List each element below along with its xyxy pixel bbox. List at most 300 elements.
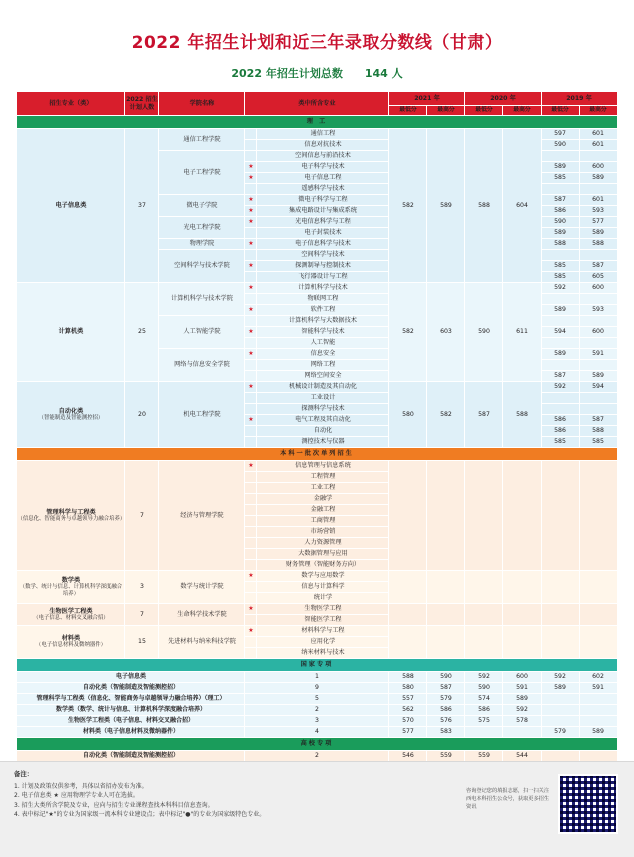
score-2019-min — [541, 716, 579, 727]
score-2021-max: 589 — [427, 129, 465, 283]
major-star — [245, 415, 257, 426]
th-plan-count: 2022 招生计划人数 — [125, 92, 159, 116]
score-2021-max — [427, 604, 465, 626]
star-icon: ★ — [248, 462, 254, 470]
score-2020-min — [465, 571, 503, 604]
major-name: 空间科学与技术 — [257, 250, 389, 261]
score-2020-max — [503, 626, 541, 659]
major-name: 计算机科学与技术 — [257, 283, 389, 294]
score-2021-max: 559 — [427, 751, 465, 762]
table-row — [17, 705, 617, 716]
score-2019-min: 589 — [541, 305, 579, 316]
major-star — [245, 483, 257, 494]
score-2019-min — [541, 604, 579, 626]
major-name: 软件工程 — [257, 305, 389, 316]
score-2020-max — [503, 604, 541, 626]
major-name: 空间信息与前沿技术 — [257, 151, 389, 162]
footer-note-line: 2. 电子信息类 ★ 应用物理学专业人可在选拔。 — [14, 792, 139, 800]
score-2021-max — [427, 571, 465, 604]
major-star — [245, 571, 257, 582]
score-2020-max: 600 — [503, 672, 541, 683]
major-star — [245, 360, 257, 371]
score-2021-max: 579 — [427, 694, 465, 705]
score-2021-min: 562 — [389, 705, 427, 716]
score-2020-max: 592 — [503, 705, 541, 716]
score-2021-max: 583 — [427, 727, 465, 738]
major-star — [245, 393, 257, 404]
star-icon: ★ — [248, 163, 254, 171]
major-name: 市场营销 — [257, 527, 389, 538]
score-2019-max — [579, 751, 617, 762]
major-name: 物联网工程 — [257, 294, 389, 305]
major-star — [245, 239, 257, 250]
major-name: 电子信息工程 — [257, 173, 389, 184]
score-2019-min: 586 — [541, 426, 579, 437]
score-2021-max: 590 — [427, 672, 465, 683]
score-2019-min: 589 — [541, 228, 579, 239]
college-name: 通信工程学院 — [159, 129, 245, 151]
major-star — [245, 494, 257, 505]
major-star — [245, 560, 257, 571]
score-2021-min: 546 — [389, 751, 427, 762]
star-icon: ★ — [248, 605, 254, 613]
major-star — [245, 637, 257, 648]
score-2020-min: 590 — [465, 683, 503, 694]
table-row — [17, 683, 617, 694]
score-2019-min: 592 — [541, 283, 579, 294]
table-header-row — [17, 92, 617, 106]
table-row — [17, 283, 617, 294]
score-2020-min: 588 — [465, 129, 503, 283]
major-star — [245, 593, 257, 604]
major-star — [245, 437, 257, 448]
major-name: 信息对抗技术 — [257, 140, 389, 151]
score-2019-min: 588 — [541, 239, 579, 250]
th-majors: 类中所含专业 — [245, 92, 389, 116]
plan-table — [16, 91, 617, 784]
score-2020-min: 574 — [465, 694, 503, 705]
score-2019-max: 594 — [579, 382, 617, 393]
qr-caption: 咨询登记您的填报志愿，扫一扫关注西电本科招生公众号，获取更多招生资讯 — [466, 788, 550, 810]
group-plan: 7 — [125, 604, 159, 626]
score-2019-min: 586 — [541, 415, 579, 426]
special-group-name: 数学类（数学、统计与信息、计算机科学深度融合培养） — [17, 705, 245, 716]
score-2020-min — [465, 461, 503, 571]
score-2019-min: 589 — [541, 162, 579, 173]
qr-code[interactable] — [558, 774, 618, 834]
score-2019-min: 587 — [541, 195, 579, 206]
major-name: 信息与计算科学 — [257, 582, 389, 593]
score-2021-min: 582 — [389, 129, 427, 283]
group-name: 管理科学与工程类 （信息化、智能商务与卓越领导力融合培养） — [17, 461, 125, 571]
score-2019-max: 585 — [579, 437, 617, 448]
score-2020-max: 611 — [503, 283, 541, 382]
score-2020-max — [503, 571, 541, 604]
score-2020-min: 586 — [465, 705, 503, 716]
score-2021-max: 576 — [427, 716, 465, 727]
major-star — [245, 549, 257, 560]
star-icon: ★ — [248, 284, 254, 292]
score-2019-max: 593 — [579, 305, 617, 316]
star-icon: ★ — [248, 627, 254, 635]
table-row — [17, 716, 617, 727]
major-name: 探测科学与技术 — [257, 404, 389, 415]
table-row — [17, 604, 617, 615]
score-2019-max: 588 — [579, 426, 617, 437]
major-name: 工业设计 — [257, 393, 389, 404]
score-2019-max — [579, 404, 617, 415]
th-year-2020: 2020 年 — [465, 92, 541, 106]
major-star — [245, 228, 257, 239]
footer-note-line: 3. 招生大类所含学院及专业，应向与招生专业课程查找本科科目信息查询。 — [14, 801, 214, 809]
major-name: 信息管理与信息系统 — [257, 461, 389, 472]
score-2019-min: 592 — [541, 382, 579, 393]
college-name: 人工智能学院 — [159, 316, 245, 349]
star-icon: ★ — [248, 328, 254, 336]
college-name: 先进材料与纳米科技学院 — [159, 626, 245, 659]
section-title-national: 国家专项 — [17, 659, 617, 672]
table-body-groups — [17, 129, 617, 448]
major-name: 飞行器设计与工程 — [257, 272, 389, 283]
score-2019-max — [579, 571, 617, 604]
score-2019-max: 593 — [579, 206, 617, 217]
group-plan: 15 — [125, 626, 159, 659]
major-star — [245, 582, 257, 593]
th-2020-min: 最低分 — [465, 106, 503, 116]
major-star — [245, 604, 257, 615]
major-name: 微电子科学与工程 — [257, 195, 389, 206]
group-plan: 3 — [125, 571, 159, 604]
th-2020-max: 最高分 — [503, 106, 541, 116]
table-row — [17, 461, 617, 472]
major-name: 机械设计制造及其自动化 — [257, 382, 389, 393]
th-2019-min: 最低分 — [541, 106, 579, 116]
major-star — [245, 162, 257, 173]
major-name: 大数据管理与应用 — [257, 549, 389, 560]
table-row — [17, 672, 617, 683]
college-name: 微电子学院 — [159, 195, 245, 217]
score-2019-min: 592 — [541, 672, 579, 683]
score-2019-max — [579, 716, 617, 727]
star-icon: ★ — [248, 174, 254, 182]
score-2019-min: 594 — [541, 327, 579, 338]
section-title-university: 高校专项 — [17, 738, 617, 751]
major-star — [245, 206, 257, 217]
subtitle-text: 2022 年招生计划总数 — [231, 67, 343, 80]
score-2021-min: 588 — [389, 672, 427, 683]
score-2019-max: 589 — [579, 727, 617, 738]
college-name: 空间科学与技术学院 — [159, 250, 245, 283]
section-title-batch1: 本科一批次单列招生 — [17, 448, 617, 461]
major-star — [245, 305, 257, 316]
score-2021-min: 582 — [389, 283, 427, 382]
th-2019-max: 最高分 — [579, 106, 617, 116]
major-name: 金融工程 — [257, 505, 389, 516]
score-2019-max — [579, 694, 617, 705]
major-name: 智能科学与技术 — [257, 327, 389, 338]
major-star — [245, 272, 257, 283]
score-2020-max: 578 — [503, 716, 541, 727]
score-2019-max: 589 — [579, 173, 617, 184]
score-2021-max: 603 — [427, 283, 465, 382]
score-2019-max: 605 — [579, 272, 617, 283]
score-2021-max: 582 — [427, 382, 465, 448]
score-2020-min: 587 — [465, 382, 503, 448]
group-plan: 37 — [125, 129, 159, 283]
group-plan: 7 — [125, 461, 159, 571]
major-name: 探测制导与控制技术 — [257, 261, 389, 272]
major-star — [245, 283, 257, 294]
special-plan: 9 — [245, 683, 389, 694]
major-name: 统计学 — [257, 593, 389, 604]
score-2021-min: 580 — [389, 683, 427, 694]
college-name: 物理学院 — [159, 239, 245, 250]
score-2019-max — [579, 184, 617, 195]
score-2019-min: 585 — [541, 437, 579, 448]
score-2020-min: 590 — [465, 283, 503, 382]
section-title-ligong: 理 工 — [17, 116, 617, 129]
major-star — [245, 472, 257, 483]
major-name: 工程管理 — [257, 472, 389, 483]
star-icon: ★ — [248, 306, 254, 314]
score-2019-max — [579, 316, 617, 327]
score-2019-min — [541, 694, 579, 705]
group-name: 数学类 （数学、统计与信息、计算机科学深度融合培养） — [17, 571, 125, 604]
star-icon: ★ — [248, 218, 254, 226]
star-icon: ★ — [248, 196, 254, 204]
major-name: 网络空间安全 — [257, 371, 389, 382]
major-name: 人力资源管理 — [257, 538, 389, 549]
major-star — [245, 516, 257, 527]
score-2019-max: 601 — [579, 195, 617, 206]
score-2019-max: 602 — [579, 672, 617, 683]
table-body-groups2 — [17, 461, 617, 659]
special-plan: 2 — [245, 705, 389, 716]
score-2020-max: 591 — [503, 683, 541, 694]
score-2019-min: 590 — [541, 140, 579, 151]
college-name: 经济与管理学院 — [159, 461, 245, 571]
score-2020-min — [465, 727, 503, 738]
section-row-national — [17, 659, 617, 672]
score-2019-min: 589 — [541, 683, 579, 694]
score-2020-min: 559 — [465, 751, 503, 762]
page-subtitle — [0, 53, 634, 91]
score-2019-max — [579, 604, 617, 626]
score-2020-max — [503, 727, 541, 738]
special-group-name: 自动化类（智能制造及智能测控招） — [17, 751, 245, 762]
major-name: 计算机科学与大数据技术 — [257, 316, 389, 327]
major-star — [245, 615, 257, 626]
group-name: 电子信息类 — [17, 129, 125, 283]
page-title: 2022 年招生计划和近三年录取分数线（甘肃） — [131, 33, 503, 53]
college-name: 网络与信息安全学院 — [159, 349, 245, 382]
score-2021-max: 587 — [427, 683, 465, 694]
major-name: 材料科学与工程 — [257, 626, 389, 637]
th-year-2019: 2019 年 — [541, 92, 617, 106]
score-2019-min: 586 — [541, 206, 579, 217]
star-icon: ★ — [248, 207, 254, 215]
score-2019-max: 588 — [579, 239, 617, 250]
score-2021-max — [427, 461, 465, 571]
score-2019-min: 579 — [541, 727, 579, 738]
score-2019-min — [541, 294, 579, 305]
score-2021-min — [389, 571, 427, 604]
score-2019-max: 587 — [579, 415, 617, 426]
major-name: 生物医学工程 — [257, 604, 389, 615]
major-star — [245, 505, 257, 516]
footer-note-line: 1. 计划及政策仅供参考，具体以省招办发布为准。 — [14, 782, 148, 790]
group-plan: 25 — [125, 283, 159, 382]
score-2019-max: 600 — [579, 327, 617, 338]
special-group-name: 材料类（电子信息材料及微纳器件） — [17, 727, 245, 738]
score-2019-max — [579, 151, 617, 162]
score-2020-max: 544 — [503, 751, 541, 762]
group-name: 自动化类 （智能制造及智能测控招） — [17, 382, 125, 448]
score-2021-max: 586 — [427, 705, 465, 716]
major-star — [245, 404, 257, 415]
group-name: 材料类 （电子信息材料及微纳器件） — [17, 626, 125, 659]
major-name: 电子封装技术 — [257, 228, 389, 239]
major-star — [245, 173, 257, 184]
major-star — [245, 371, 257, 382]
score-2020-min: 575 — [465, 716, 503, 727]
th-major-group: 招生专业（类） — [17, 92, 125, 116]
major-star — [245, 250, 257, 261]
major-name: 自动化 — [257, 426, 389, 437]
score-2019-max: 589 — [579, 228, 617, 239]
special-group-name: 自动化类（智能制造及智能测控招） — [17, 683, 245, 694]
table-row — [17, 727, 617, 738]
score-2019-min: 589 — [541, 349, 579, 360]
score-2019-min — [541, 393, 579, 404]
footer-note-title: 备注： — [14, 770, 34, 778]
major-star — [245, 151, 257, 162]
college-name: 计算机科学与技术学院 — [159, 283, 245, 316]
college-name: 光电工程学院 — [159, 217, 245, 239]
special-group-name: 管理科学与工程类（信息化、智能商务与卓越领导力融合培养）（理工） — [17, 694, 245, 705]
college-name: 生命科学技术学院 — [159, 604, 245, 626]
th-year-2021: 2021 年 — [389, 92, 465, 106]
score-2021-min — [389, 626, 427, 659]
score-2019-min: 585 — [541, 261, 579, 272]
major-name: 遥感科学与技术 — [257, 184, 389, 195]
major-name: 智能医学工程 — [257, 615, 389, 626]
major-star — [245, 184, 257, 195]
special-plan: 1 — [245, 672, 389, 683]
major-name: 应用化学 — [257, 637, 389, 648]
group-name: 计算机类 — [17, 283, 125, 382]
score-2020-min — [465, 604, 503, 626]
special-plan: 5 — [245, 694, 389, 705]
score-2020-min: 592 — [465, 672, 503, 683]
major-star — [245, 129, 257, 140]
major-name: 纳米材料与技术 — [257, 648, 389, 659]
major-name: 金融学 — [257, 494, 389, 505]
score-2020-max: 588 — [503, 382, 541, 448]
major-name: 电子信息科学与技术 — [257, 239, 389, 250]
score-2021-min: 580 — [389, 382, 427, 448]
footer-note-line: 4. 表中标记"★"的专业为国家级一流本科专业建设点；表中标记"●"的专业为国家级特色专业。 — [14, 810, 266, 818]
major-star — [245, 316, 257, 327]
major-name: 通信工程 — [257, 129, 389, 140]
score-2019-max — [579, 705, 617, 716]
major-star — [245, 195, 257, 206]
score-2019-max — [579, 461, 617, 571]
score-2019-max: 601 — [579, 140, 617, 151]
group-plan: 20 — [125, 382, 159, 448]
table-body-national — [17, 672, 617, 738]
major-name: 人工智能 — [257, 338, 389, 349]
major-name: 工业工程 — [257, 483, 389, 494]
score-2019-min: 585 — [541, 173, 579, 184]
score-2019-min: 597 — [541, 129, 579, 140]
score-2019-min — [541, 338, 579, 349]
table-row — [17, 626, 617, 637]
table-row — [17, 751, 617, 762]
score-2019-max: 577 — [579, 217, 617, 228]
score-2019-min — [541, 360, 579, 371]
major-name: 电子科学与技术 — [257, 162, 389, 173]
section-row-ligong — [17, 116, 617, 129]
major-star — [245, 626, 257, 637]
th-2021-max: 最高分 — [427, 106, 465, 116]
star-icon: ★ — [248, 572, 254, 580]
score-2019-min — [541, 571, 579, 604]
score-2020-max: 589 — [503, 694, 541, 705]
score-2019-max: 600 — [579, 162, 617, 173]
score-2021-min: 557 — [389, 694, 427, 705]
th-2021-min: 最低分 — [389, 106, 427, 116]
score-2020-max — [503, 461, 541, 571]
college-name: 数学与统计学院 — [159, 571, 245, 604]
score-2019-max: 589 — [579, 371, 617, 382]
score-2019-max — [579, 294, 617, 305]
score-2019-min — [541, 461, 579, 571]
score-2019-max: 600 — [579, 283, 617, 294]
major-star — [245, 426, 257, 437]
score-2019-min — [541, 316, 579, 327]
score-2019-min — [541, 404, 579, 415]
major-name: 工商管理 — [257, 516, 389, 527]
score-2021-min: 570 — [389, 716, 427, 727]
th-college: 学院名称 — [159, 92, 245, 116]
score-2021-max — [427, 626, 465, 659]
major-star — [245, 327, 257, 338]
table-row — [17, 694, 617, 705]
major-star — [245, 382, 257, 393]
star-icon: ★ — [248, 262, 254, 270]
major-star — [245, 527, 257, 538]
score-2020-max: 604 — [503, 129, 541, 283]
score-2019-max — [579, 393, 617, 404]
major-name: 测控技术与仪器 — [257, 437, 389, 448]
star-icon: ★ — [248, 416, 254, 424]
section-row-batch1 — [17, 448, 617, 461]
star-icon: ★ — [248, 383, 254, 391]
score-2019-min: 585 — [541, 272, 579, 283]
score-2019-max: 587 — [579, 261, 617, 272]
major-name: 集成电路设计与集成系统 — [257, 206, 389, 217]
special-plan: 4 — [245, 727, 389, 738]
score-2019-min — [541, 184, 579, 195]
score-2019-min: 590 — [541, 217, 579, 228]
major-name: 信息安全 — [257, 349, 389, 360]
score-2021-min — [389, 604, 427, 626]
footer-note — [0, 761, 634, 857]
major-name: 数学与应用数学 — [257, 571, 389, 582]
score-2019-max: 591 — [579, 683, 617, 694]
score-2020-min — [465, 626, 503, 659]
